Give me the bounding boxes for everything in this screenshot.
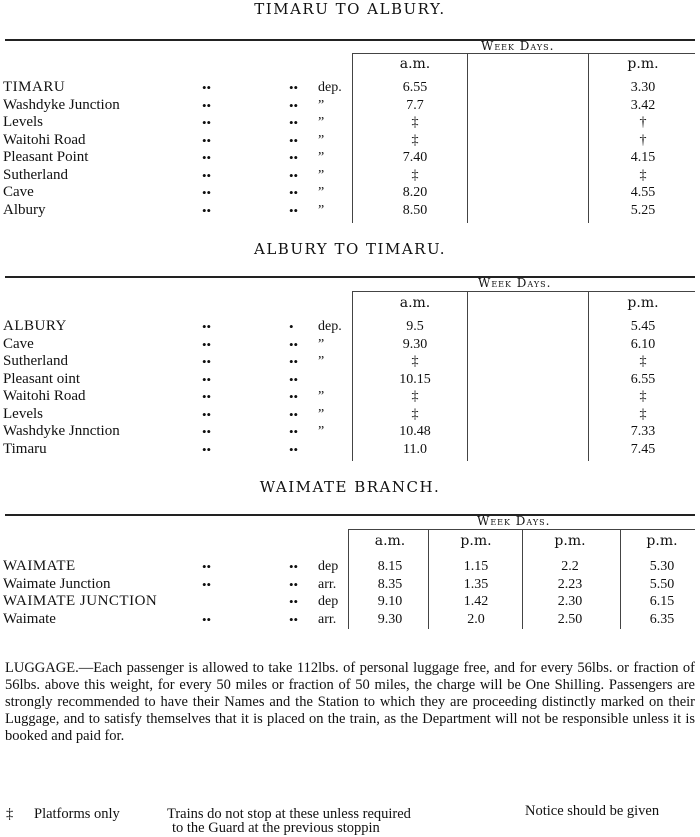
leader-dots: •• [202, 389, 212, 404]
leader-dots: •• [289, 97, 299, 113]
pm-time: 4.55 [630, 185, 656, 200]
dep-marker: ” [318, 424, 325, 439]
table-row [0, 132, 700, 149]
leader-dots: • [289, 319, 294, 334]
dep-marker: ” [318, 150, 325, 165]
departure-time: 1.42 [463, 594, 489, 609]
leader-dots: •• [202, 576, 212, 592]
leader-dots: •• [289, 389, 299, 404]
station-name: WAIMATE [3, 558, 76, 574]
station-name: Levels [3, 405, 43, 422]
table-row [0, 558, 700, 575]
leader-dots: •• [202, 167, 212, 183]
leader-dots: •• [289, 115, 299, 130]
pm-time: 3.42 [630, 97, 656, 113]
leader-dots: •• [289, 441, 299, 457]
leader-dots: •• [202, 424, 212, 439]
leader-dots: •• [289, 371, 299, 387]
pm-time: 7.33 [630, 424, 656, 439]
pm-time: 3.30 [630, 80, 656, 95]
dep-marker: arr. [318, 576, 337, 592]
pm-time: ‡ [639, 406, 647, 422]
departure-time: 2.23 [557, 576, 583, 592]
am-time: ‡ [411, 115, 419, 130]
leader-dots: •• [202, 132, 212, 148]
departure-time: 2.30 [557, 594, 583, 609]
pm-time: 6.10 [630, 336, 656, 352]
table-row [0, 202, 700, 219]
header-rule [352, 53, 695, 54]
table-row [0, 167, 700, 184]
pm-time: † [639, 132, 647, 148]
leader-dots: •• [289, 167, 299, 183]
station-name: TIMARU [3, 79, 66, 95]
trains-stop-note-line2: to the Guard at the previous stoppin [172, 820, 380, 836]
station-name: Waitohi Road [3, 388, 86, 404]
leader-dots: •• [289, 406, 299, 422]
pm-time: ‡ [639, 167, 647, 183]
departure-time: 6.15 [649, 594, 675, 609]
table-row [0, 611, 700, 628]
week-days-header: Week Days. [477, 514, 551, 528]
station-name: Washdyke Jnnction [3, 423, 120, 439]
am-time: ‡ [411, 406, 419, 422]
dep-marker: ” [318, 132, 325, 148]
departure-time: 5.30 [649, 559, 675, 574]
table-row [0, 336, 700, 353]
table-row [0, 318, 700, 335]
leader-dots: •• [289, 354, 299, 369]
section-title-albury-to-timaru: ALBURY TO TIMARU. [254, 240, 446, 258]
am-time: 10.15 [399, 371, 431, 387]
pm-time: 6.55 [630, 371, 656, 387]
station-name: Timaru [3, 440, 47, 457]
table-rule [5, 39, 695, 41]
leader-dots: •• [202, 150, 212, 165]
section-title-timaru-to-albury: TIMARU TO ALBURY. [254, 0, 446, 18]
dep-marker: ” [318, 336, 325, 352]
pm-time: 7.45 [630, 441, 656, 457]
leader-dots: •• [202, 406, 212, 422]
departure-time: 8.35 [377, 576, 403, 592]
pm-header: p.m. [627, 295, 659, 311]
departure-time: 2.2 [561, 559, 579, 574]
table-row [0, 353, 700, 370]
dep-marker: dep. [318, 80, 342, 95]
departure-time: 5.50 [649, 576, 675, 592]
station-name: Levels [3, 114, 43, 130]
am-time: 6.55 [402, 80, 428, 95]
am-time: 9.30 [402, 336, 428, 352]
leader-dots: •• [202, 354, 212, 369]
station-name: Pleasant oint [3, 370, 81, 387]
departure-time: 9.30 [377, 611, 403, 627]
pm-time: ‡ [639, 389, 647, 404]
am-header: a.m. [399, 56, 431, 72]
dep-marker: ” [318, 167, 325, 183]
leader-dots: •• [289, 80, 299, 95]
pm-header: p.m. [627, 56, 659, 72]
station-name: Waimate Junction [3, 575, 111, 592]
time-column-header: p.m. [460, 533, 492, 549]
dep-marker: ” [318, 185, 325, 200]
leader-dots: •• [202, 80, 212, 95]
dep-marker: ” [318, 354, 325, 369]
table-row [0, 406, 700, 423]
departure-time: 1.35 [463, 576, 489, 592]
table-rule [5, 276, 695, 278]
pm-time: ‡ [639, 354, 647, 369]
table-row [0, 79, 700, 96]
station-name: Cave [3, 184, 34, 200]
station-name: Pleasant Point [3, 149, 89, 165]
platform-symbol: ‡ [6, 806, 14, 822]
leader-dots: •• [202, 115, 212, 130]
dep-marker: ” [318, 406, 325, 422]
departure-time: 2.50 [557, 611, 583, 627]
leader-dots: •• [289, 576, 299, 592]
table-row [0, 576, 700, 593]
am-time: ‡ [411, 354, 419, 369]
station-name: Albury [3, 201, 46, 218]
dep-marker: ” [318, 97, 325, 113]
am-time: 10.48 [399, 424, 431, 439]
station-name: ALBURY [3, 318, 67, 334]
pm-time: † [639, 115, 647, 130]
departure-time: 9.10 [377, 594, 403, 609]
departure-time: 1.15 [463, 559, 489, 574]
dep-marker: ” [318, 115, 325, 130]
table-row [0, 423, 700, 440]
table-row [0, 97, 700, 114]
leader-dots: •• [289, 594, 299, 609]
am-header: a.m. [399, 295, 431, 311]
platforms-only-note: Platforms only [34, 806, 120, 822]
section-title-waimate-branch: WAIMATE BRANCH. [259, 478, 441, 496]
table-row [0, 441, 700, 458]
am-time: 9.5 [406, 319, 424, 334]
leader-dots: •• [202, 441, 212, 457]
table-row [0, 149, 700, 166]
table-row [0, 388, 700, 405]
leader-dots: •• [289, 336, 299, 352]
table-rule [5, 514, 695, 516]
am-time: ‡ [411, 167, 419, 183]
dep-marker: dep [318, 594, 339, 609]
station-name: Sutherland [3, 353, 68, 369]
dep-marker: dep [318, 559, 339, 574]
table-row [0, 371, 700, 388]
leader-dots: •• [289, 424, 299, 439]
am-time: ‡ [411, 132, 419, 148]
table-row [0, 114, 700, 131]
leader-dots: •• [202, 371, 212, 387]
table-row [0, 593, 700, 610]
departure-time: 2.0 [467, 611, 485, 627]
leader-dots: •• [202, 336, 212, 352]
am-time: 8.50 [402, 202, 428, 218]
leader-dots: •• [289, 185, 299, 200]
station-name: Cave [3, 335, 34, 352]
station-name: WAIMATE JUNCTION [3, 593, 158, 609]
dep-marker: ” [318, 202, 325, 218]
departure-time: 6.35 [649, 611, 675, 627]
week-days-header: Week Days. [478, 276, 552, 290]
am-time: 7.7 [406, 97, 424, 113]
leader-dots: •• [202, 319, 212, 334]
departure-time: 8.15 [377, 559, 403, 574]
am-time: ‡ [411, 389, 419, 404]
notice-note: Notice should be given [525, 803, 660, 819]
leader-dots: •• [289, 559, 299, 574]
dep-marker: ” [318, 389, 325, 404]
am-time: 7.40 [402, 150, 428, 165]
luggage-notice: LUGGAGE.—Each passenger is allowed to take 112lbs. of personal luggage free, and for every 56lbs. or fraction of 56lbs. above this weight, for every 50 miles or fraction of 50 miles, the charge will be One Shilling. Passengers are strongly recommended to have their Names and the Station to which they are proceeding distinctly marked on their Luggage, and to satisfy themselves that it is placed on the train, as the Department will not be responsible unless it is booked and paid for. [5, 660, 695, 744]
am-time: 11.0 [403, 441, 427, 457]
leader-dots: •• [202, 202, 212, 218]
pm-time: 5.45 [630, 319, 656, 334]
time-column-header: p.m. [646, 533, 678, 549]
station-name: Waimate [3, 610, 56, 627]
leader-dots: •• [202, 559, 212, 574]
leader-dots: •• [289, 132, 299, 148]
leader-dots: •• [202, 611, 212, 627]
table-row [0, 184, 700, 201]
header-rule [352, 291, 695, 292]
am-time: 8.20 [402, 185, 428, 200]
leader-dots: •• [202, 185, 212, 200]
leader-dots: •• [202, 97, 212, 113]
leader-dots: •• [289, 611, 299, 627]
dep-marker: dep. [318, 319, 342, 334]
dep-marker: arr. [318, 611, 337, 627]
trains-stop-note: Trains do not stop at these unless required [167, 806, 411, 822]
station-name: Washdyke Junction [3, 96, 120, 113]
station-name: Sutherland [3, 166, 68, 183]
station-name: Waitohi Road [3, 131, 86, 148]
pm-time: 4.15 [630, 150, 656, 165]
time-column-header: a.m. [374, 533, 406, 549]
leader-dots: •• [289, 202, 299, 218]
time-column-header: p.m. [554, 533, 586, 549]
leader-dots: •• [289, 150, 299, 165]
week-days-header: Week Days. [481, 39, 555, 53]
pm-time: 5.25 [630, 202, 656, 218]
